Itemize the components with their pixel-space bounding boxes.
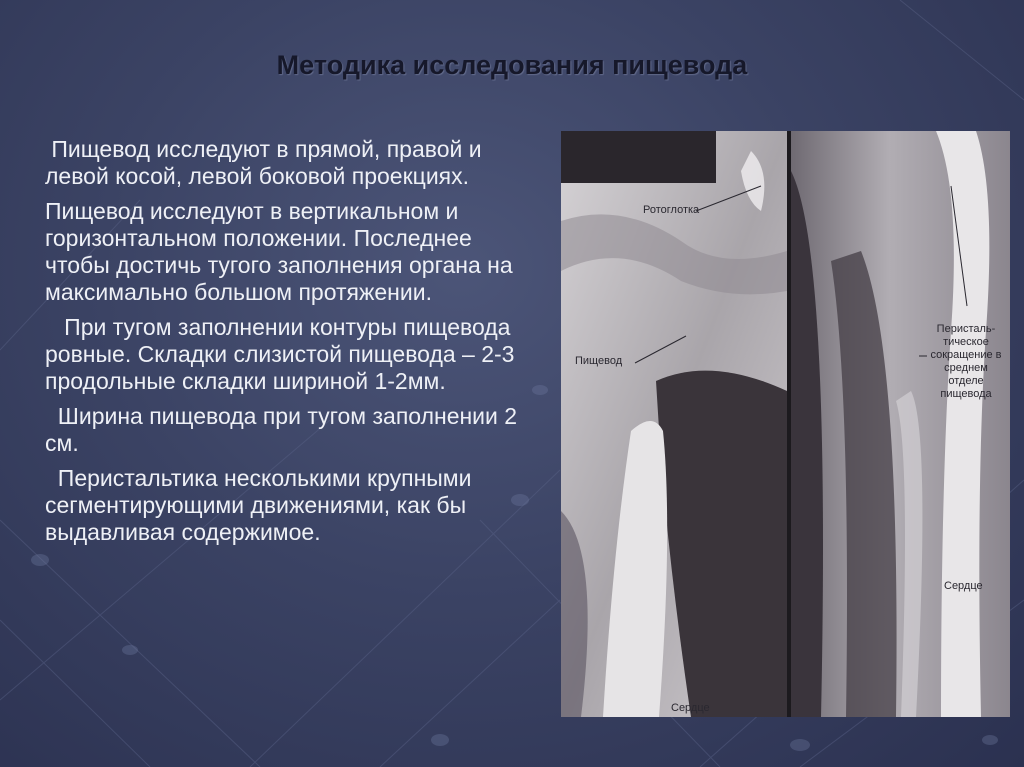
paragraph-positions: Пищевод исследуют в вертикальном и горизонтальном положении. Последнее чтобы достичь тугого заполнения органа на максимально большом протяжении. [45,198,520,305]
paragraph-peristalsis: Перистальтика несколькими крупными сегментирующими движениями, как бы выдавливая содержимое. [45,465,478,545]
paragraph-width: Ширина пищевода при тугом заполнении 2 см. [45,403,524,456]
label-pishchevod: Пищевод [575,355,623,367]
label-peristaltic-contraction: Перисталь-тическое сокращение в среднем отделе пищевода [930,323,1002,400]
paragraph-projections: Пищевод исследуют в прямой, правой и левой косой, левой боковой проекциях. [45,136,488,189]
label-rotoglotka: Ротоглотка [643,204,700,216]
xray-figure [561,131,1010,717]
label-serdce-left: Сердце [671,702,710,714]
label-serdce-right: Сердце [944,580,983,592]
slide-title: Методика исследования пищевода [276,50,748,80]
body-text [45,136,524,554]
xray-image-frontal [561,131,787,717]
paragraph-contours: При тугом заполнении контуры пищевода ровные. Складки слизистой пищевода – 2-3 продольные складки шириной 1-2мм. [45,314,521,394]
xray-image-lateral [791,131,1010,717]
